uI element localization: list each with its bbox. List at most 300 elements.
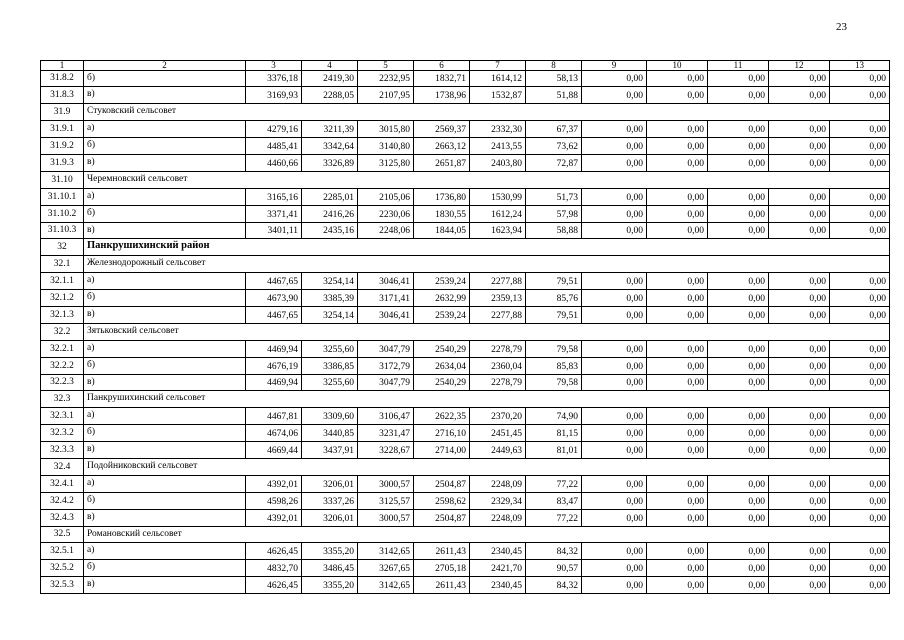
cell-col-6: 2632,99 xyxy=(414,290,470,307)
table-row xyxy=(41,340,890,357)
cell-col-4: 3437,91 xyxy=(302,442,358,459)
cell-col-6: 2611,43 xyxy=(414,577,470,594)
cell-col-11: 0,00 xyxy=(708,425,769,442)
row-code: 31.8.3 xyxy=(41,87,84,104)
cell-col-10: 0,00 xyxy=(647,121,708,138)
cell-col-7: 2277,88 xyxy=(470,306,526,323)
column-header-5: 5 xyxy=(358,61,414,71)
table-row xyxy=(41,154,890,171)
cell-col-12: 0,00 xyxy=(769,87,830,104)
cell-col-7: 2421,70 xyxy=(470,560,526,577)
row-code: 31.9 xyxy=(41,104,84,121)
row-code: 31.10.3 xyxy=(41,222,84,239)
cell-col-13: 0,00 xyxy=(830,560,890,577)
cell-col-13: 0,00 xyxy=(830,138,890,155)
row-code: 32.3 xyxy=(41,391,84,408)
cell-col-8: 72,87 xyxy=(526,154,582,171)
section-row xyxy=(41,104,890,121)
cell-col-5: 3047,79 xyxy=(358,340,414,357)
cell-col-10: 0,00 xyxy=(647,374,708,391)
cell-col-11: 0,00 xyxy=(708,290,769,307)
cell-col-4: 3206,01 xyxy=(302,475,358,492)
cell-col-4: 3254,14 xyxy=(302,306,358,323)
cell-col-6: 2663,12 xyxy=(414,138,470,155)
cell-col-4: 3255,60 xyxy=(302,340,358,357)
cell-col-7: 1530,99 xyxy=(470,188,526,205)
row-label: в) xyxy=(84,306,246,323)
cell-col-8: 73,62 xyxy=(526,138,582,155)
cell-col-13: 0,00 xyxy=(830,87,890,104)
cell-col-3: 4467,65 xyxy=(246,306,302,323)
cell-col-6: 1736,80 xyxy=(414,188,470,205)
row-label: в) xyxy=(84,509,246,526)
cell-col-5: 3142,65 xyxy=(358,543,414,560)
cell-col-5: 3125,57 xyxy=(358,492,414,509)
cell-col-3: 4669,44 xyxy=(246,442,302,459)
cell-col-11: 0,00 xyxy=(708,70,769,87)
row-code: 32.3.2 xyxy=(41,425,84,442)
row-label: а) xyxy=(84,121,246,138)
cell-col-4: 2285,01 xyxy=(302,188,358,205)
cell-col-8: 90,57 xyxy=(526,560,582,577)
table-row xyxy=(41,70,890,87)
cell-col-10: 0,00 xyxy=(647,340,708,357)
cell-col-3: 4467,65 xyxy=(246,273,302,290)
section-title: Панкрушихинский сельсовет xyxy=(84,391,890,408)
row-label: б) xyxy=(84,138,246,155)
column-header-13: 13 xyxy=(830,61,890,71)
cell-col-13: 0,00 xyxy=(830,425,890,442)
cell-col-5: 2105,06 xyxy=(358,188,414,205)
cell-col-10: 0,00 xyxy=(647,273,708,290)
cell-col-9: 0,00 xyxy=(582,543,647,560)
column-header-9: 9 xyxy=(582,61,647,71)
table-row xyxy=(41,357,890,374)
cell-col-6: 1738,96 xyxy=(414,87,470,104)
row-code: 32.5.3 xyxy=(41,577,84,594)
column-header-7: 7 xyxy=(470,61,526,71)
cell-col-5: 3231,47 xyxy=(358,425,414,442)
cell-col-7: 2248,09 xyxy=(470,509,526,526)
table-row xyxy=(41,138,890,155)
cell-col-5: 2248,06 xyxy=(358,222,414,239)
cell-col-3: 4673,90 xyxy=(246,290,302,307)
cell-col-3: 4485,41 xyxy=(246,138,302,155)
row-code: 32.5 xyxy=(41,526,84,543)
cell-col-12: 0,00 xyxy=(769,205,830,222)
cell-col-7: 1623,94 xyxy=(470,222,526,239)
cell-col-7: 2370,20 xyxy=(470,408,526,425)
row-code: 32.1.3 xyxy=(41,306,84,323)
cell-col-3: 3401,11 xyxy=(246,222,302,239)
cell-col-13: 0,00 xyxy=(830,273,890,290)
row-label: б) xyxy=(84,425,246,442)
cell-col-3: 4392,01 xyxy=(246,509,302,526)
cell-col-12: 0,00 xyxy=(769,543,830,560)
column-header-3: 3 xyxy=(246,61,302,71)
cell-col-12: 0,00 xyxy=(769,492,830,509)
column-header-10: 10 xyxy=(647,61,708,71)
cell-col-6: 2504,87 xyxy=(414,475,470,492)
cell-col-12: 0,00 xyxy=(769,70,830,87)
row-label: в) xyxy=(84,577,246,594)
cell-col-13: 0,00 xyxy=(830,357,890,374)
cell-col-3: 4598,26 xyxy=(246,492,302,509)
page-number: 23 xyxy=(836,21,847,33)
table-body xyxy=(41,61,890,594)
cell-col-10: 0,00 xyxy=(647,87,708,104)
cell-col-12: 0,00 xyxy=(769,340,830,357)
cell-col-6: 2611,43 xyxy=(414,543,470,560)
cell-col-3: 4469,94 xyxy=(246,374,302,391)
cell-col-6: 2539,24 xyxy=(414,306,470,323)
cell-col-3: 4460,66 xyxy=(246,154,302,171)
table-row xyxy=(41,442,890,459)
cell-col-12: 0,00 xyxy=(769,408,830,425)
cell-col-12: 0,00 xyxy=(769,577,830,594)
cell-col-7: 1612,24 xyxy=(470,205,526,222)
section-title: Романовский сельсовет xyxy=(84,526,890,543)
section-row xyxy=(41,256,890,273)
row-code: 32.3.1 xyxy=(41,408,84,425)
cell-col-13: 0,00 xyxy=(830,290,890,307)
cell-col-10: 0,00 xyxy=(647,138,708,155)
row-code: 32.1 xyxy=(41,256,84,273)
cell-col-11: 0,00 xyxy=(708,560,769,577)
cell-col-12: 0,00 xyxy=(769,121,830,138)
table-row xyxy=(41,87,890,104)
row-code: 31.9.1 xyxy=(41,121,84,138)
column-header-8: 8 xyxy=(526,61,582,71)
cell-col-11: 0,00 xyxy=(708,121,769,138)
cell-col-6: 2716,10 xyxy=(414,425,470,442)
cell-col-12: 0,00 xyxy=(769,188,830,205)
cell-col-10: 0,00 xyxy=(647,70,708,87)
table-row xyxy=(41,408,890,425)
cell-col-10: 0,00 xyxy=(647,475,708,492)
cell-col-8: 79,51 xyxy=(526,306,582,323)
cell-col-3: 4467,81 xyxy=(246,408,302,425)
row-label: в) xyxy=(84,87,246,104)
tariff-table xyxy=(40,60,890,594)
cell-col-5: 3228,67 xyxy=(358,442,414,459)
cell-col-11: 0,00 xyxy=(708,340,769,357)
cell-col-5: 3140,80 xyxy=(358,138,414,155)
cell-col-12: 0,00 xyxy=(769,138,830,155)
section-row xyxy=(41,391,890,408)
cell-col-4: 2435,16 xyxy=(302,222,358,239)
cell-col-12: 0,00 xyxy=(769,306,830,323)
cell-col-11: 0,00 xyxy=(708,543,769,560)
cell-col-5: 3015,80 xyxy=(358,121,414,138)
cell-col-13: 0,00 xyxy=(830,408,890,425)
cell-col-10: 0,00 xyxy=(647,154,708,171)
row-code: 32 xyxy=(41,239,84,256)
row-code: 31.8.2 xyxy=(41,70,84,87)
cell-col-7: 2359,13 xyxy=(470,290,526,307)
section-title: Черемновский сельсовет xyxy=(84,171,890,188)
cell-col-3: 4626,45 xyxy=(246,577,302,594)
cell-col-5: 3171,41 xyxy=(358,290,414,307)
row-code: 31.10 xyxy=(41,171,84,188)
cell-col-10: 0,00 xyxy=(647,290,708,307)
table-header-row xyxy=(41,61,890,71)
row-label: б) xyxy=(84,205,246,222)
column-header-4: 4 xyxy=(302,61,358,71)
cell-col-4: 3342,64 xyxy=(302,138,358,155)
cell-col-6: 2651,87 xyxy=(414,154,470,171)
cell-col-9: 0,00 xyxy=(582,374,647,391)
table-row xyxy=(41,492,890,509)
cell-col-12: 0,00 xyxy=(769,273,830,290)
cell-col-5: 2107,95 xyxy=(358,87,414,104)
cell-col-4: 3326,89 xyxy=(302,154,358,171)
cell-col-10: 0,00 xyxy=(647,543,708,560)
row-code: 32.3.3 xyxy=(41,442,84,459)
row-code: 32.2.2 xyxy=(41,357,84,374)
cell-col-13: 0,00 xyxy=(830,154,890,171)
section-row xyxy=(41,323,890,340)
cell-col-9: 0,00 xyxy=(582,306,647,323)
cell-col-9: 0,00 xyxy=(582,340,647,357)
cell-col-8: 67,37 xyxy=(526,121,582,138)
cell-col-13: 0,00 xyxy=(830,121,890,138)
cell-col-8: 83,47 xyxy=(526,492,582,509)
cell-col-6: 2540,29 xyxy=(414,340,470,357)
cell-col-13: 0,00 xyxy=(830,475,890,492)
section-title: Подойниковский сельсовет xyxy=(84,458,890,475)
row-label: в) xyxy=(84,442,246,459)
cell-col-6: 2504,87 xyxy=(414,509,470,526)
cell-col-13: 0,00 xyxy=(830,577,890,594)
table-row xyxy=(41,290,890,307)
cell-col-9: 0,00 xyxy=(582,475,647,492)
row-label: в) xyxy=(84,222,246,239)
cell-col-13: 0,00 xyxy=(830,306,890,323)
row-label: а) xyxy=(84,188,246,205)
cell-col-8: 58,88 xyxy=(526,222,582,239)
cell-col-9: 0,00 xyxy=(582,273,647,290)
cell-col-13: 0,00 xyxy=(830,340,890,357)
cell-col-11: 0,00 xyxy=(708,442,769,459)
cell-col-9: 0,00 xyxy=(582,560,647,577)
cell-col-5: 3046,41 xyxy=(358,306,414,323)
cell-col-3: 4392,01 xyxy=(246,475,302,492)
table-row xyxy=(41,577,890,594)
cell-col-6: 1830,55 xyxy=(414,205,470,222)
cell-col-11: 0,00 xyxy=(708,138,769,155)
cell-col-6: 2540,29 xyxy=(414,374,470,391)
cell-col-12: 0,00 xyxy=(769,509,830,526)
cell-col-11: 0,00 xyxy=(708,357,769,374)
cell-col-11: 0,00 xyxy=(708,154,769,171)
cell-col-8: 57,98 xyxy=(526,205,582,222)
cell-col-3: 4674,06 xyxy=(246,425,302,442)
cell-col-10: 0,00 xyxy=(647,425,708,442)
cell-col-10: 0,00 xyxy=(647,222,708,239)
cell-col-11: 0,00 xyxy=(708,273,769,290)
cell-col-9: 0,00 xyxy=(582,222,647,239)
row-label: а) xyxy=(84,273,246,290)
column-header-6: 6 xyxy=(414,61,470,71)
cell-col-5: 3142,65 xyxy=(358,577,414,594)
row-label: б) xyxy=(84,560,246,577)
row-code: 32.2.3 xyxy=(41,374,84,391)
row-code: 31.10.2 xyxy=(41,205,84,222)
cell-col-3: 4676,19 xyxy=(246,357,302,374)
cell-col-7: 2277,88 xyxy=(470,273,526,290)
cell-col-8: 79,51 xyxy=(526,273,582,290)
cell-col-10: 0,00 xyxy=(647,306,708,323)
cell-col-9: 0,00 xyxy=(582,154,647,171)
row-code: 32.5.1 xyxy=(41,543,84,560)
row-code: 31.9.3 xyxy=(41,154,84,171)
cell-col-5: 3267,65 xyxy=(358,560,414,577)
row-label: а) xyxy=(84,340,246,357)
cell-col-6: 2598,62 xyxy=(414,492,470,509)
row-code: 32.5.2 xyxy=(41,560,84,577)
cell-col-10: 0,00 xyxy=(647,357,708,374)
cell-col-4: 3337,26 xyxy=(302,492,358,509)
cell-col-9: 0,00 xyxy=(582,425,647,442)
cell-col-4: 3309,60 xyxy=(302,408,358,425)
cell-col-13: 0,00 xyxy=(830,509,890,526)
table-row xyxy=(41,425,890,442)
cell-col-12: 0,00 xyxy=(769,475,830,492)
cell-col-9: 0,00 xyxy=(582,70,647,87)
cell-col-12: 0,00 xyxy=(769,290,830,307)
cell-col-11: 0,00 xyxy=(708,492,769,509)
cell-col-13: 0,00 xyxy=(830,70,890,87)
cell-col-11: 0,00 xyxy=(708,509,769,526)
cell-col-11: 0,00 xyxy=(708,222,769,239)
section-title: Стуковский сельсовет xyxy=(84,104,890,121)
table-row xyxy=(41,306,890,323)
table-row xyxy=(41,121,890,138)
cell-col-13: 0,00 xyxy=(830,222,890,239)
row-code: 32.2.1 xyxy=(41,340,84,357)
row-code: 32.4.2 xyxy=(41,492,84,509)
row-label: а) xyxy=(84,543,246,560)
cell-col-4: 3385,39 xyxy=(302,290,358,307)
cell-col-8: 51,88 xyxy=(526,87,582,104)
cell-col-8: 84,32 xyxy=(526,577,582,594)
row-label: а) xyxy=(84,408,246,425)
cell-col-9: 0,00 xyxy=(582,408,647,425)
cell-col-4: 3255,60 xyxy=(302,374,358,391)
cell-col-4: 3254,14 xyxy=(302,273,358,290)
cell-col-12: 0,00 xyxy=(769,442,830,459)
cell-col-12: 0,00 xyxy=(769,357,830,374)
cell-col-10: 0,00 xyxy=(647,188,708,205)
cell-col-9: 0,00 xyxy=(582,577,647,594)
row-label: б) xyxy=(84,357,246,374)
cell-col-12: 0,00 xyxy=(769,560,830,577)
row-code: 31.10.1 xyxy=(41,188,84,205)
cell-col-8: 81,01 xyxy=(526,442,582,459)
cell-col-8: 74,90 xyxy=(526,408,582,425)
cell-col-5: 3000,57 xyxy=(358,475,414,492)
section-row xyxy=(41,239,890,256)
cell-col-6: 2634,04 xyxy=(414,357,470,374)
cell-col-11: 0,00 xyxy=(708,577,769,594)
cell-col-11: 0,00 xyxy=(708,87,769,104)
row-code: 32.1.1 xyxy=(41,273,84,290)
cell-col-5: 3125,80 xyxy=(358,154,414,171)
cell-col-11: 0,00 xyxy=(708,188,769,205)
cell-col-6: 2539,24 xyxy=(414,273,470,290)
cell-col-11: 0,00 xyxy=(708,408,769,425)
cell-col-7: 2403,80 xyxy=(470,154,526,171)
cell-col-7: 1614,12 xyxy=(470,70,526,87)
cell-col-10: 0,00 xyxy=(647,560,708,577)
cell-col-11: 0,00 xyxy=(708,306,769,323)
cell-col-4: 3386,85 xyxy=(302,357,358,374)
cell-col-9: 0,00 xyxy=(582,205,647,222)
cell-col-9: 0,00 xyxy=(582,121,647,138)
cell-col-7: 2248,09 xyxy=(470,475,526,492)
cell-col-5: 3106,47 xyxy=(358,408,414,425)
cell-col-9: 0,00 xyxy=(582,290,647,307)
cell-col-3: 4626,45 xyxy=(246,543,302,560)
cell-col-8: 85,83 xyxy=(526,357,582,374)
cell-col-4: 3440,85 xyxy=(302,425,358,442)
table-row xyxy=(41,374,890,391)
section-title: Железнодорожный сельсовет xyxy=(84,256,890,273)
cell-col-9: 0,00 xyxy=(582,442,647,459)
cell-col-4: 2419,30 xyxy=(302,70,358,87)
cell-col-4: 3355,20 xyxy=(302,577,358,594)
cell-col-6: 1832,71 xyxy=(414,70,470,87)
table-row xyxy=(41,509,890,526)
cell-col-5: 3046,41 xyxy=(358,273,414,290)
cell-col-6: 2622,35 xyxy=(414,408,470,425)
cell-col-13: 0,00 xyxy=(830,205,890,222)
cell-col-7: 2278,79 xyxy=(470,340,526,357)
cell-col-13: 0,00 xyxy=(830,188,890,205)
cell-col-8: 51,73 xyxy=(526,188,582,205)
cell-col-5: 3172,79 xyxy=(358,357,414,374)
cell-col-3: 4469,94 xyxy=(246,340,302,357)
cell-col-7: 2329,34 xyxy=(470,492,526,509)
cell-col-8: 77,22 xyxy=(526,509,582,526)
row-code: 32.2 xyxy=(41,323,84,340)
section-row xyxy=(41,458,890,475)
cell-col-9: 0,00 xyxy=(582,509,647,526)
cell-col-3: 4832,70 xyxy=(246,560,302,577)
cell-col-6: 2569,37 xyxy=(414,121,470,138)
table-row xyxy=(41,205,890,222)
row-code: 32.1.2 xyxy=(41,290,84,307)
row-label: б) xyxy=(84,290,246,307)
cell-col-6: 2705,18 xyxy=(414,560,470,577)
section-row xyxy=(41,526,890,543)
cell-col-7: 2340,45 xyxy=(470,577,526,594)
cell-col-12: 0,00 xyxy=(769,154,830,171)
cell-col-12: 0,00 xyxy=(769,374,830,391)
table-row xyxy=(41,543,890,560)
cell-col-9: 0,00 xyxy=(582,357,647,374)
cell-col-3: 3169,93 xyxy=(246,87,302,104)
row-label: а) xyxy=(84,475,246,492)
cell-col-4: 3206,01 xyxy=(302,509,358,526)
cell-col-13: 0,00 xyxy=(830,374,890,391)
cell-col-9: 0,00 xyxy=(582,188,647,205)
cell-col-6: 1844,05 xyxy=(414,222,470,239)
table-row xyxy=(41,222,890,239)
table-row xyxy=(41,560,890,577)
section-title: Панкрушихинский район xyxy=(84,239,890,256)
